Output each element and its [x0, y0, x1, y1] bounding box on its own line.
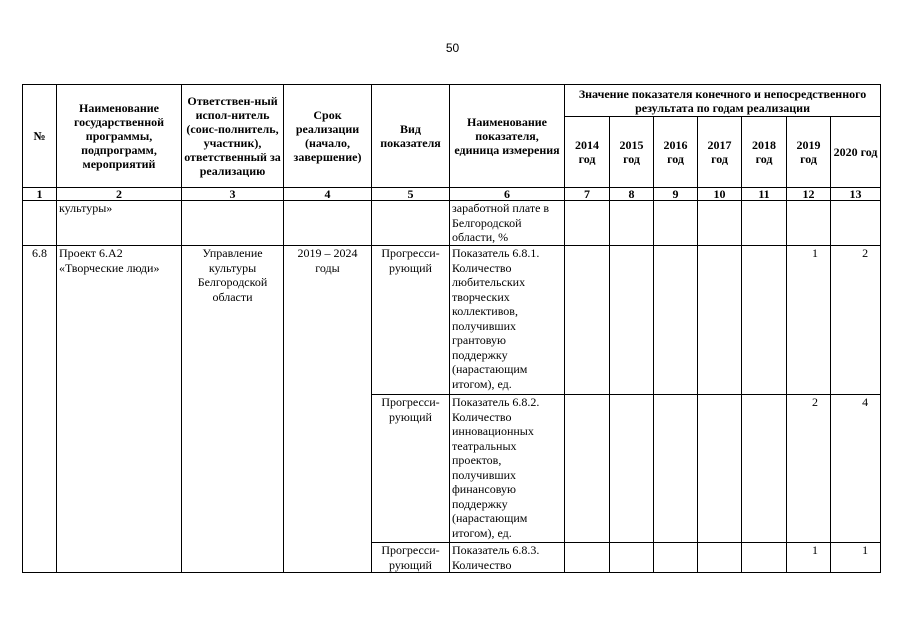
header-year: 2016 год [654, 117, 698, 188]
column-number: 8 [610, 188, 654, 201]
table-row [23, 246, 881, 395]
column-number: 7 [565, 188, 610, 201]
value-2019: 2 [812, 395, 818, 409]
header-term: Срок реализации (начало, завершение) [284, 85, 372, 188]
indicator-type: Прогресси-рующий [381, 246, 440, 275]
indicator-type: Прогресси-рующий [381, 395, 440, 424]
header-year: 2020 год [831, 117, 881, 188]
column-number: 1 [23, 188, 57, 201]
indicator-name: Показатель 6.8.2. Количество инновационных театральных проектов, получивших финансовую поддержку (нарастающим итогом), ед. [452, 395, 540, 540]
indicators-table [22, 84, 881, 573]
value-2019: 1 [812, 543, 818, 557]
header-responsible: Ответствен-ный испол-нитель (соис-полнитель, участник), ответственный за реализацию [182, 85, 284, 188]
continuation-row [23, 201, 881, 246]
column-number: 3 [182, 188, 284, 201]
column-number: 5 [372, 188, 450, 201]
header-year: 2015 год [610, 117, 654, 188]
header-indicator: Наименование показателя, единица измерения [450, 85, 565, 188]
header-year: 2014 год [565, 117, 610, 188]
indicator-name: Показатель 6.8.3. Количество [452, 543, 540, 572]
header-year: 2019 год [787, 117, 831, 188]
column-number: 2 [57, 188, 182, 201]
continuation-indicator: заработной плате в Белгородской области, % [452, 201, 550, 244]
column-numbers-row [23, 188, 881, 201]
header-row [23, 85, 881, 117]
project-name: Проект 6.А2 «Творческие люди» [59, 246, 160, 275]
column-number: 6 [450, 188, 565, 201]
header-name: Наименование государственной программы, подпрограмм, мероприятий [57, 85, 182, 188]
column-number: 11 [742, 188, 787, 201]
indicator-type: Прогресси-рующий [381, 543, 440, 572]
header-values-group: Значение показателя конечного и непосредственного результата по годам реализации [565, 85, 881, 117]
column-number: 4 [284, 188, 372, 201]
header-type: Вид показателя [372, 85, 450, 188]
project-term: 2019 – 2024 годы [297, 246, 358, 275]
project-number: 6.8 [32, 246, 47, 260]
indicator-name: Показатель 6.8.1. Количество любительских творческих коллективов, получивших грантовую поддержку (нарастающим итогом), ед. [452, 246, 540, 391]
column-number: 13 [831, 188, 881, 201]
column-number: 9 [654, 188, 698, 201]
value-2020: 2 [862, 246, 869, 260]
page-number: 50 [445, 41, 460, 55]
value-2020: 1 [862, 543, 869, 557]
project-responsible: Управление культуры Белгородской области [197, 246, 268, 304]
header-year: 2017 год [698, 117, 742, 188]
value-2019: 1 [812, 246, 818, 260]
header-num: № [23, 85, 57, 188]
column-number: 12 [787, 188, 831, 201]
column-number: 10 [698, 188, 742, 201]
header-year: 2018 год [742, 117, 787, 188]
continuation-name: культуры» [59, 201, 113, 215]
value-2020: 4 [862, 395, 869, 409]
